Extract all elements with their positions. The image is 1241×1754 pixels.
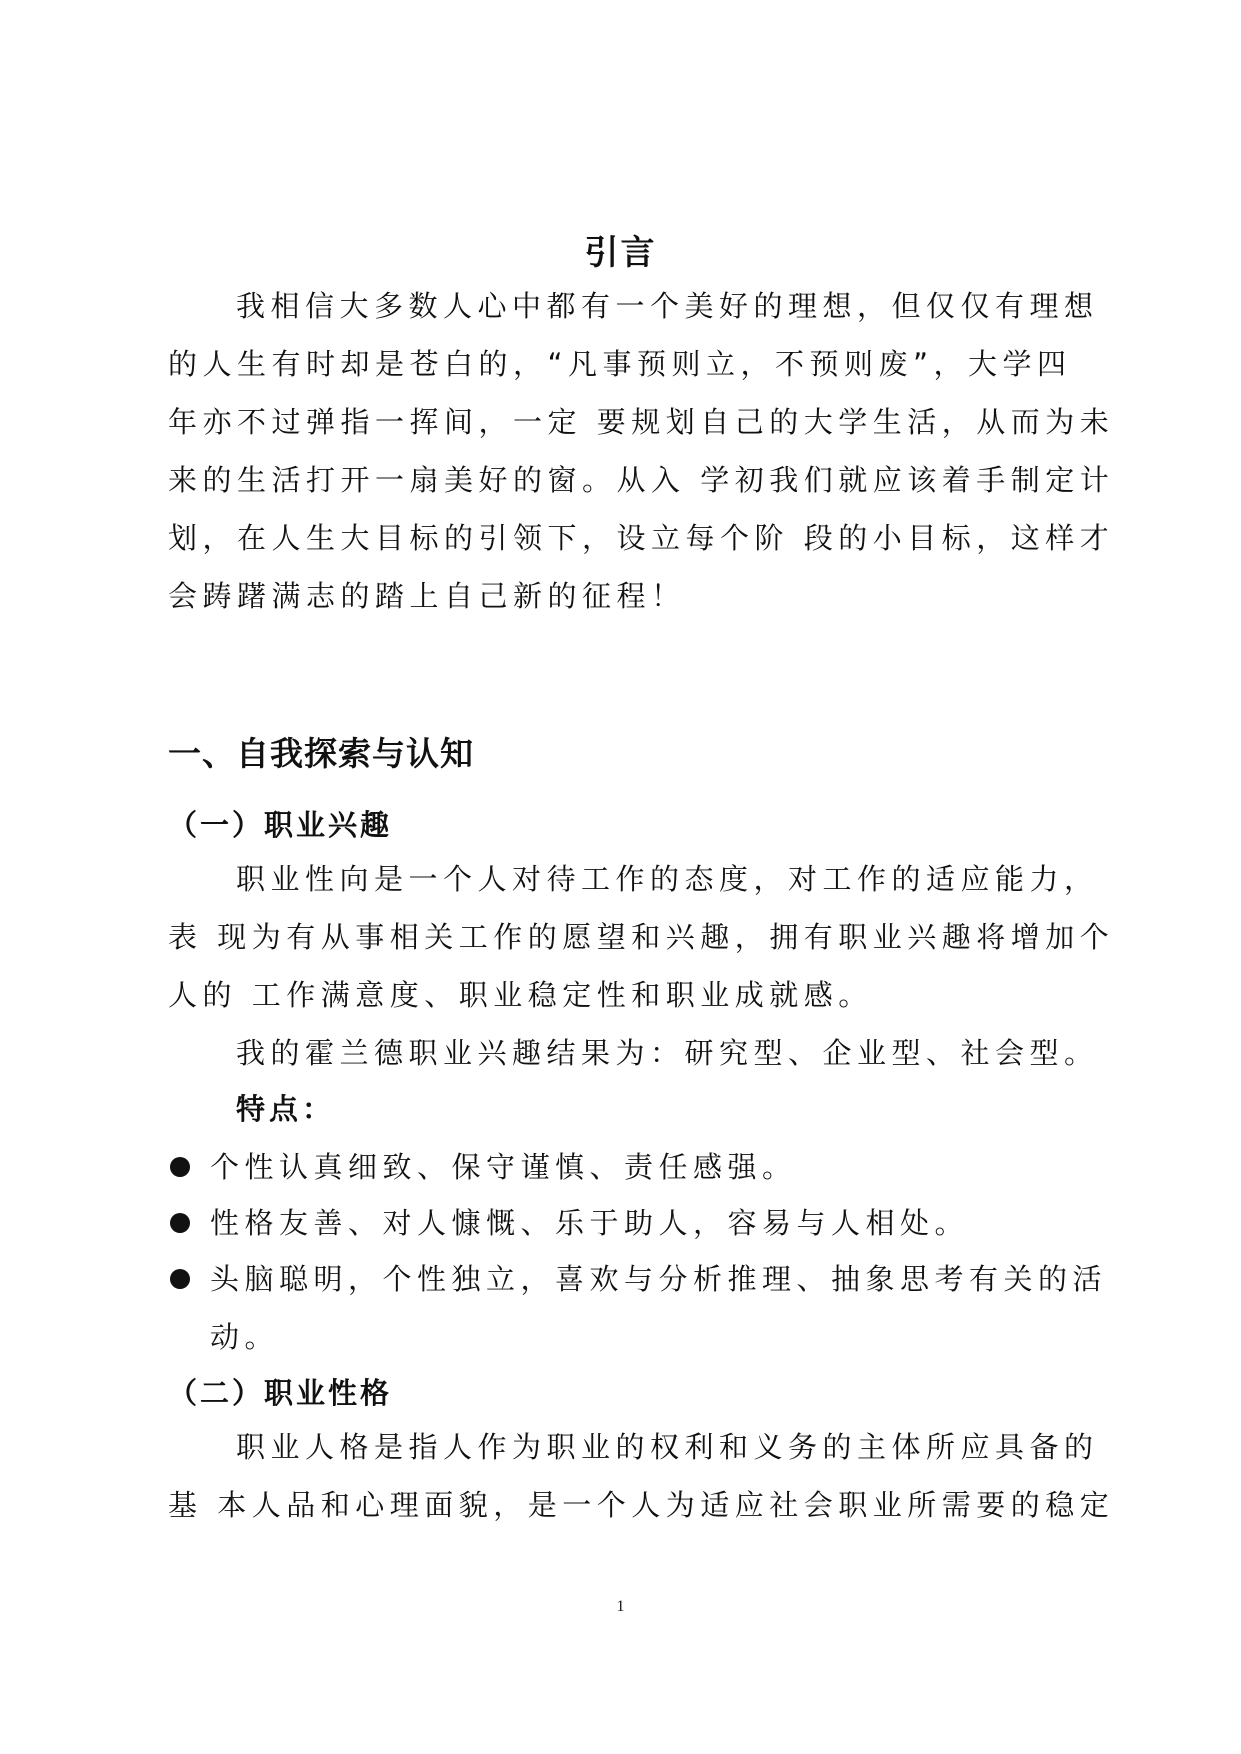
paragraph-line: 人的 工作满意度、职业稳定性和职业成就感。	[168, 978, 873, 1012]
bullet-line: 个性认真细致、保守谨慎、责任感强。	[210, 1150, 797, 1184]
intro-line: 划，在人生大目标的引领下，设立每个阶 段的小目标，这样才	[168, 521, 1115, 555]
holland-result: 我的霍兰德职业兴趣结果为：研究型、企业型、社会型。	[236, 1036, 1099, 1070]
bullet-line: 头脑聪明，个性独立，喜欢与分析推理、抽象思考有关的活	[210, 1262, 1108, 1296]
page-number: 1	[616, 1598, 625, 1615]
paragraph-line: 职业人格是指人作为职业的权利和义务的主体所应具备的	[236, 1430, 1099, 1464]
features-label: 特点：	[236, 1092, 336, 1126]
intro-line: 的人生有时却是苍白的，“凡事预则立，不预则废”，大学四	[168, 347, 1072, 381]
interest-paragraph	[168, 850, 1115, 1082]
intro-line: 会踌躇满志的踏上自己新的征程！	[168, 579, 686, 613]
section-heading: 一、自我探索与认知	[168, 734, 474, 773]
bullet-icon	[170, 1269, 190, 1289]
bullet-icon	[170, 1157, 190, 1177]
bullet-icon	[170, 1213, 190, 1233]
paragraph-line: 表 现为有从事相关工作的愿望和兴趣，拥有职业兴趣将增加个	[168, 920, 1115, 954]
document-title: 引言	[584, 233, 657, 273]
intro-paragraph	[168, 277, 1115, 625]
subsection-heading-personality: （二）职业性格	[168, 1376, 393, 1410]
subsection-heading-interest: （一）职业兴趣	[168, 808, 393, 842]
bullet-line: 动。	[210, 1320, 280, 1354]
bullet-line: 性格友善、对人慷慨、乐于助人，容易与人相处。	[210, 1206, 970, 1240]
paragraph-line: 职业性向是一个人对待工作的态度，对工作的适应能力，	[236, 862, 1099, 896]
paragraph-line: 基 本人品和心理面貌，是一个人为适应社会职业所需要的稳定	[168, 1488, 1115, 1522]
intro-line: 年亦不过弹指一挥间，一定 要规划自己的大学生活，从而为未	[168, 405, 1115, 439]
intro-line: 我相信大多数人心中都有一个美好的理想，但仅仅有理想	[236, 289, 1099, 323]
personality-paragraph	[168, 1418, 1115, 1534]
intro-line: 来的生活打开一扇美好的窗。从入 学初我们就应该着手制定计	[168, 463, 1115, 497]
